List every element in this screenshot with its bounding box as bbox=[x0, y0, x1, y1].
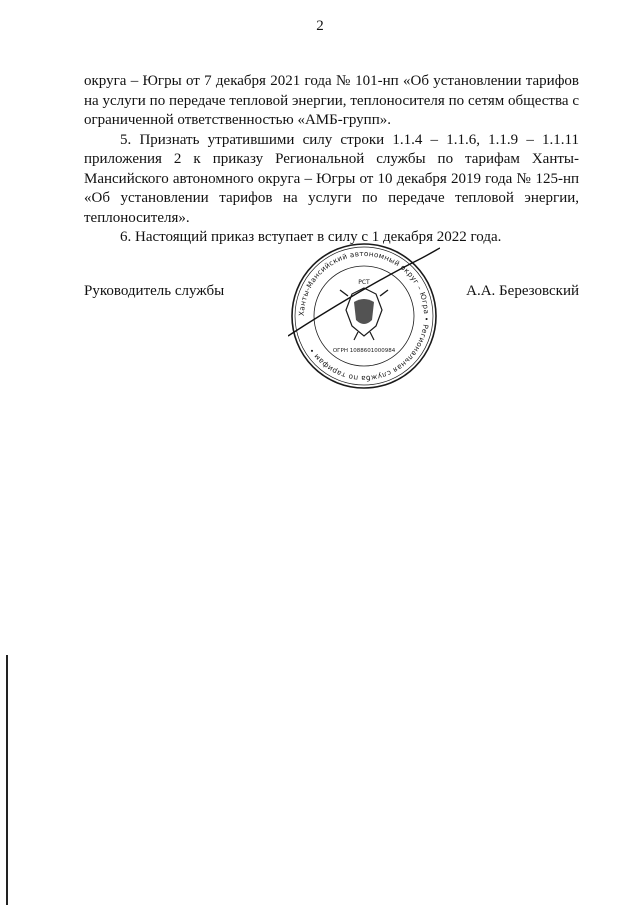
coat-of-arms-emblem bbox=[340, 279, 388, 340]
signatory-position: Руководитель службы bbox=[84, 283, 225, 299]
svg-text:РСТ: РСТ bbox=[358, 279, 370, 286]
paragraph-continuation: округа – Югры от 7 декабря 2021 года № 101-нп «Об установлении тарифов на услуги по передаче тепловой энергии, теплоносителя по сетям общества с ограниченной ответственностью «АМБ-групп». bbox=[84, 73, 579, 128]
paragraph-item-5: 5. Признать утратившими силу строки 1.1.4 – 1.1.6, 1.1.9 – 1.1.11 приложения 2 к приказу Региональной службы по тарифам Ханты-Мансийского автономного округа – Югры от 10 декабря 2019 года № 125-нп «Об установлении тарифов на услуги по передаче тепловой энергии, теплоносителя». bbox=[84, 131, 579, 226]
scan-edge-mark bbox=[6, 655, 8, 905]
signatory-name: А.А. Березовский bbox=[466, 283, 579, 299]
document-body bbox=[84, 72, 579, 248]
paragraph-item-6: 6. Настоящий приказ вступает в силу с 1 декабря 2022 года. bbox=[120, 229, 502, 245]
official-seal-stamp bbox=[288, 240, 440, 392]
page-number: 2 bbox=[316, 18, 324, 34]
svg-text:Ханты-Мансийский автономный ок: Ханты-Мансийский автономный округ – Югра • Региональная служба по тарифам • bbox=[296, 248, 432, 384]
svg-text:ОГРН 1088601000984: ОГРН 1088601000984 bbox=[332, 348, 396, 354]
